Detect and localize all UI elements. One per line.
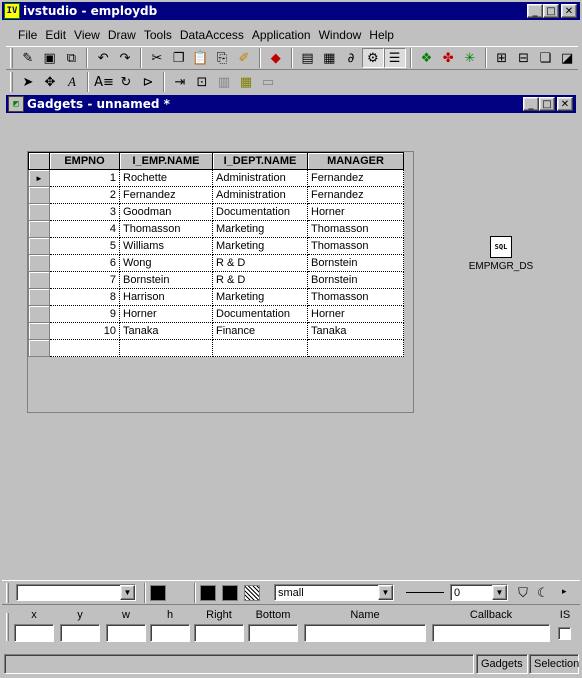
close-button[interactable] bbox=[561, 4, 577, 18]
cell-emp-name[interactable]: Rochette bbox=[120, 170, 213, 187]
close-icon: ✕ bbox=[564, 5, 574, 17]
row-indicator[interactable] bbox=[29, 289, 50, 306]
cell-dept-name[interactable]: R & D bbox=[213, 272, 308, 289]
child-close-button[interactable] bbox=[557, 97, 573, 111]
status-pane-selection: Selection bbox=[529, 654, 579, 674]
layers-icon[interactable]: ◪ bbox=[560, 50, 574, 66]
new-file-icon[interactable]: ✎ bbox=[22, 50, 34, 66]
cell-empno[interactable]: 7 bbox=[50, 272, 120, 289]
size-combo-arrow-icon[interactable]: ▼ bbox=[378, 585, 393, 600]
table-row[interactable] bbox=[29, 289, 404, 306]
app-title: ivstudio - employdb bbox=[23, 4, 158, 18]
row-indicator[interactable] bbox=[29, 323, 50, 340]
menu-bar bbox=[14, 26, 574, 44]
arc-style-icon[interactable]: ☾ bbox=[537, 585, 549, 601]
new-record-row[interactable] bbox=[29, 340, 404, 357]
font-family-combo[interactable] bbox=[16, 584, 136, 601]
gadgets-window-title: Gadgets - unnamed * bbox=[27, 97, 170, 111]
callback-label: Callback bbox=[469, 609, 513, 621]
line-width-arrow-icon[interactable]: ▼ bbox=[492, 585, 507, 600]
column-header-emp-name[interactable]: I_EMP.NAME bbox=[120, 153, 213, 170]
cell-dept-name[interactable]: Administration bbox=[213, 187, 308, 204]
group-icon[interactable]: ❏ bbox=[539, 50, 552, 66]
toolbar-grip[interactable] bbox=[10, 48, 13, 68]
menu-application[interactable]: Application bbox=[251, 28, 311, 42]
copy-icon[interactable]: ❐ bbox=[172, 50, 185, 66]
cell-empno[interactable]: 5 bbox=[50, 238, 120, 255]
cell-empno[interactable]: 1 bbox=[50, 170, 120, 187]
y-field[interactable] bbox=[60, 624, 100, 642]
grid-icon[interactable]: ⊟ bbox=[518, 50, 529, 66]
table-row[interactable] bbox=[29, 272, 404, 289]
pattern-swatch[interactable] bbox=[244, 585, 260, 601]
cell-manager[interactable]: Tanaka bbox=[308, 323, 404, 340]
foreground-color-swatch[interactable] bbox=[150, 585, 166, 601]
cell-manager[interactable]: Fernandez bbox=[308, 170, 404, 187]
cell-manager[interactable]: Bornstein bbox=[308, 255, 404, 272]
cell-manager[interactable]: Fernandez bbox=[308, 187, 404, 204]
undo-icon[interactable]: ↶ bbox=[97, 50, 109, 66]
label-tool-icon[interactable]: A≡ bbox=[94, 74, 114, 90]
cell-manager[interactable]: Horner bbox=[308, 306, 404, 323]
w-label: w bbox=[122, 609, 130, 621]
line-width-combo[interactable] bbox=[450, 584, 508, 601]
row-indicator[interactable] bbox=[29, 204, 50, 221]
form-icon[interactable]: ▦ bbox=[323, 50, 336, 66]
bottom-label: Bottom bbox=[255, 609, 291, 621]
eraser-icon[interactable]: ✐ bbox=[238, 50, 250, 66]
child-maximize-button[interactable] bbox=[539, 97, 555, 111]
minimize-button[interactable] bbox=[527, 4, 543, 18]
app-icon: IV bbox=[4, 3, 20, 19]
w-field[interactable] bbox=[106, 624, 146, 642]
inspector-grip[interactable] bbox=[6, 613, 9, 641]
wand-icon[interactable]: ✳ bbox=[464, 50, 476, 66]
row-indicator[interactable] bbox=[29, 221, 50, 238]
x-field[interactable] bbox=[14, 624, 54, 642]
name-label: Name bbox=[350, 609, 380, 621]
table-row[interactable] bbox=[29, 187, 404, 204]
table-row[interactable] bbox=[29, 221, 404, 238]
fill-color-swatch[interactable] bbox=[200, 585, 216, 601]
table-row[interactable] bbox=[29, 306, 404, 323]
cell-manager[interactable]: Horner bbox=[308, 204, 404, 221]
cell-empno[interactable]: 10 bbox=[50, 323, 120, 340]
child-minimize-button[interactable] bbox=[523, 97, 539, 111]
text-tool-icon[interactable]: A bbox=[68, 74, 76, 89]
tab-order-icon[interactable]: ⇥ bbox=[174, 74, 186, 90]
cell-dept-name[interactable]: Documentation bbox=[213, 306, 308, 323]
format-bar-grip[interactable] bbox=[6, 583, 9, 603]
cell-empno[interactable] bbox=[50, 340, 120, 357]
more-tools-icon[interactable]: ▸ bbox=[562, 587, 567, 597]
cell-dept-name[interactable]: Marketing bbox=[213, 238, 308, 255]
save-all-icon[interactable]: ⧉ bbox=[66, 50, 77, 66]
menu-view[interactable]: View bbox=[74, 28, 100, 42]
cell-emp-name[interactable]: Thomasson bbox=[120, 221, 213, 238]
x-label: x bbox=[31, 609, 37, 621]
row-indicator[interactable] bbox=[29, 306, 50, 323]
h-field[interactable] bbox=[150, 624, 190, 642]
column-header-dept-name[interactable]: I_DEPT.NAME bbox=[213, 153, 308, 170]
cell-dept-name[interactable]: R & D bbox=[213, 255, 308, 272]
menu-help[interactable]: Help bbox=[369, 28, 394, 42]
script-icon[interactable]: ∂ bbox=[347, 50, 355, 66]
cell-emp-name[interactable]: Harrison bbox=[120, 289, 213, 306]
right-field[interactable] bbox=[194, 624, 244, 642]
maximize-button[interactable] bbox=[543, 4, 559, 18]
cell-empno[interactable]: 4 bbox=[50, 221, 120, 238]
h-label: h bbox=[166, 609, 174, 621]
brush-icon[interactable]: ✤ bbox=[442, 50, 454, 66]
table-row[interactable] bbox=[29, 170, 404, 187]
cell-dept-name[interactable]: Documentation bbox=[213, 204, 308, 221]
cell-emp-name[interactable]: Fernandez bbox=[120, 187, 213, 204]
table-row[interactable] bbox=[29, 204, 404, 221]
name-field[interactable] bbox=[304, 624, 426, 642]
grid-header-row bbox=[29, 153, 404, 170]
table-row[interactable] bbox=[29, 238, 404, 255]
y-label: y bbox=[77, 609, 83, 621]
gadgets-title-bar bbox=[6, 95, 576, 113]
line-style-preview[interactable] bbox=[406, 592, 444, 593]
menu-draw[interactable]: Draw bbox=[107, 28, 136, 42]
panel-icon[interactable]: ▤ bbox=[301, 50, 314, 66]
tree-icon[interactable]: ☰ bbox=[384, 48, 406, 68]
right-label: Right bbox=[206, 609, 232, 621]
link-icon[interactable]: ⊳ bbox=[142, 74, 154, 90]
font-combo-arrow-icon[interactable]: ▼ bbox=[120, 585, 135, 600]
data-source-gadget[interactable] bbox=[461, 236, 541, 272]
draw-toolbar bbox=[6, 70, 578, 94]
inspector-icon[interactable]: ⚙ bbox=[362, 48, 384, 68]
cell-emp-name[interactable]: Williams bbox=[120, 238, 213, 255]
inspector-bar bbox=[2, 604, 580, 648]
arrow-style-icon[interactable]: ⛉ bbox=[518, 585, 528, 601]
maximize-icon: □ bbox=[542, 98, 552, 110]
cell-manager[interactable]: Thomasson bbox=[308, 289, 404, 306]
row-indicator[interactable]: ► bbox=[29, 170, 50, 187]
cell-empno[interactable]: 6 bbox=[50, 255, 120, 272]
cell-empno[interactable]: 8 bbox=[50, 289, 120, 306]
cell-emp-name[interactable]: Goodman bbox=[120, 204, 213, 221]
menu-window[interactable]: Window bbox=[318, 28, 362, 42]
font-size-combo[interactable] bbox=[274, 584, 394, 601]
redo-icon[interactable]: ↷ bbox=[119, 50, 131, 66]
gadgets-canvas[interactable] bbox=[6, 114, 576, 576]
paste-icon[interactable]: 📋 bbox=[192, 50, 209, 66]
cell-empno[interactable]: 9 bbox=[50, 306, 120, 323]
cut-icon[interactable]: ✂ bbox=[151, 50, 163, 66]
row-indicator[interactable] bbox=[29, 187, 50, 204]
column-header-manager[interactable]: MANAGER bbox=[308, 153, 404, 170]
menu-tools[interactable]: Tools bbox=[143, 28, 172, 42]
table-row[interactable] bbox=[29, 255, 404, 272]
close-icon: ✕ bbox=[560, 98, 570, 110]
callback-field[interactable] bbox=[432, 624, 550, 642]
row-indicator[interactable] bbox=[29, 255, 50, 272]
grid-body bbox=[29, 170, 404, 357]
cell-dept-name[interactable]: Marketing bbox=[213, 289, 308, 306]
status-message-pane bbox=[4, 654, 474, 674]
cell-emp-name[interactable] bbox=[120, 340, 213, 357]
sql-icon: SQL bbox=[490, 236, 512, 258]
menu-edit[interactable]: Edit bbox=[45, 28, 67, 42]
test-mode-icon[interactable]: ◆ bbox=[270, 50, 281, 66]
status-bar bbox=[2, 652, 580, 676]
palette-icon[interactable]: ❖ bbox=[420, 50, 433, 66]
cell-manager[interactable] bbox=[308, 340, 404, 357]
table-tool-icon[interactable]: ▦ bbox=[239, 74, 253, 90]
rotate-icon[interactable]: ↻ bbox=[120, 74, 132, 90]
employee-data-grid[interactable] bbox=[27, 151, 414, 413]
table-row[interactable] bbox=[29, 323, 404, 340]
cell-dept-name[interactable]: Administration bbox=[213, 170, 308, 187]
cell-emp-name[interactable]: Wong bbox=[120, 255, 213, 272]
row-indicator[interactable] bbox=[29, 272, 50, 289]
cell-manager[interactable]: Bornstein bbox=[308, 272, 404, 289]
app-title-bar bbox=[2, 2, 580, 20]
mdi-client-area bbox=[2, 94, 580, 578]
cell-dept-name[interactable]: Marketing bbox=[213, 221, 308, 238]
align-icon[interactable]: ⊞ bbox=[496, 50, 508, 66]
data-source-label: EMPMGR_DS bbox=[468, 261, 534, 272]
column-header-empno[interactable]: EMPNO bbox=[50, 153, 120, 170]
is-checkbox[interactable] bbox=[558, 627, 571, 640]
cell-dept-name[interactable]: Finance bbox=[213, 323, 308, 340]
font-size-value: small bbox=[278, 586, 304, 599]
maximize-icon: □ bbox=[546, 5, 556, 17]
background-color-swatch[interactable] bbox=[222, 585, 238, 601]
toolbar-grip-2[interactable] bbox=[10, 72, 13, 92]
minimize-icon: _ bbox=[528, 98, 534, 110]
gadgets-window-icon: ◩ bbox=[8, 96, 24, 112]
duplicate-icon[interactable]: ⎘ bbox=[216, 50, 228, 66]
grid-corner bbox=[29, 153, 50, 170]
combo-tool-icon[interactable]: ▭ bbox=[261, 74, 275, 90]
bottom-field[interactable] bbox=[248, 624, 298, 642]
select-arrow-icon[interactable]: ➤ bbox=[22, 74, 34, 90]
menu-dataaccess[interactable]: DataAccess bbox=[179, 28, 244, 42]
menu-file[interactable]: File bbox=[18, 28, 38, 42]
format-bar bbox=[2, 580, 580, 604]
cell-manager[interactable]: Thomasson bbox=[308, 238, 404, 255]
move-icon[interactable]: ✥ bbox=[44, 74, 56, 90]
cell-emp-name[interactable]: Tanaka bbox=[120, 323, 213, 340]
row-indicator[interactable] bbox=[29, 238, 50, 255]
focus-icon[interactable]: ⊡ bbox=[196, 74, 208, 90]
line-width-value: 0 bbox=[454, 586, 461, 599]
scroll-icon[interactable]: ▥ bbox=[217, 74, 231, 90]
row-indicator[interactable] bbox=[29, 340, 50, 357]
cell-empno[interactable]: 2 bbox=[50, 187, 120, 204]
grid-table bbox=[28, 152, 404, 357]
cell-dept-name[interactable] bbox=[213, 340, 308, 357]
cell-manager[interactable]: Thomasson bbox=[308, 221, 404, 238]
cell-empno[interactable]: 3 bbox=[50, 204, 120, 221]
minimize-icon: _ bbox=[532, 5, 538, 17]
standard-toolbar bbox=[6, 46, 578, 70]
is-label: IS bbox=[559, 609, 571, 621]
cell-emp-name[interactable]: Horner bbox=[120, 306, 213, 323]
cell-emp-name[interactable]: Bornstein bbox=[120, 272, 213, 289]
save-icon[interactable]: ▣ bbox=[43, 50, 56, 66]
status-pane-gadgets: Gadgets bbox=[476, 654, 528, 674]
